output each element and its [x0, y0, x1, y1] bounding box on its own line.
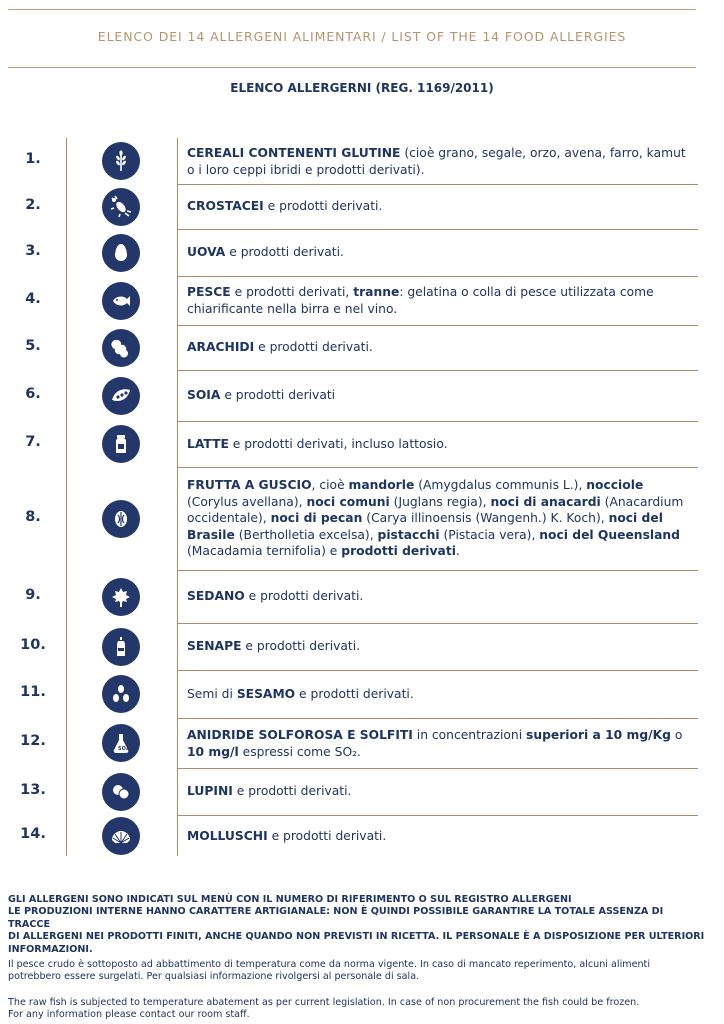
allergen-number: 13.: [20, 781, 46, 798]
mustard-icon: [102, 628, 140, 666]
allergen-name: noci del Queensland: [539, 527, 680, 542]
allergen-detail: e prodotti derivati.: [225, 245, 344, 259]
allergen-name: pistacchi: [377, 527, 440, 542]
allergen-detail: espressi come SO₂.: [238, 744, 361, 759]
allergen-description: [187, 244, 697, 261]
allergen-row: [0, 815, 724, 857]
allergen-description: [187, 284, 697, 317]
lobster-icon: [102, 188, 140, 226]
allergen-row: [0, 229, 724, 276]
allergen-name: SOIA: [187, 388, 221, 402]
allergen-detail: (Macadamia ternifolia) e: [187, 544, 342, 558]
allergen-name: noci comuni: [306, 494, 390, 509]
svg-text:SO₂: SO₂: [118, 746, 129, 752]
note-line: Il pesce crudo è sottoposto ad abbattimento di temperatura come da norma vigente. In caso di mancato reperimento, alcuni alimenti: [8, 959, 650, 970]
allergen-number: 14.: [20, 826, 46, 842]
allergen-description: [187, 783, 697, 800]
fish-icon: [102, 282, 140, 320]
allergen-row: [0, 570, 724, 623]
allergen-name: SENAPE: [187, 639, 242, 653]
allergen-row: [0, 467, 724, 570]
allergen-number: 12.: [20, 733, 46, 749]
allergen-name: prodotti derivati: [341, 544, 456, 558]
allergen-name: PESCE: [187, 285, 231, 299]
allergen-name: SEDANO: [187, 589, 245, 603]
allergen-number: 2.: [25, 196, 41, 213]
allergen-detail: o: [670, 728, 683, 742]
allergen-detail: e prodotti derivati.: [244, 589, 364, 603]
allergen-notice: [8, 894, 708, 956]
allergen-description: [187, 588, 697, 605]
note-line: For any information please contact our room staff.: [8, 1009, 250, 1021]
allergen-name: nocciole: [586, 478, 644, 492]
peanut-icon: [102, 329, 140, 367]
allergen-row: [0, 138, 724, 184]
allergen-detail: e prodotti derivati, incluso lattosio.: [228, 437, 448, 451]
allergen-detail: (Amygdalus communis L.),: [414, 478, 587, 492]
lupin-icon: [102, 773, 140, 811]
allergen-detail: e prodotti derivati,: [230, 285, 354, 299]
allergen-row: [0, 184, 724, 229]
allergen-detail: e prodotti derivati.: [254, 340, 373, 354]
allergen-detail: e prodotti derivati.: [232, 784, 352, 798]
allergen-description: [187, 477, 697, 560]
allergen-name: ANIDRIDE SOLFOROSA E SOLFITI: [187, 728, 413, 742]
allergen-number: 10.: [20, 636, 46, 653]
allergen-name: mandorle: [348, 478, 415, 492]
allergen-number: 11.: [20, 684, 46, 700]
allergen-detail: Semi di: [187, 687, 237, 701]
allergen-number: 5.: [25, 337, 41, 354]
allergen-number: 4.: [25, 290, 41, 307]
allergen-name: noci di pecan: [270, 511, 363, 525]
allergen-detail: e prodotti derivati.: [267, 829, 387, 843]
allergen-detail: (Bertholletia excelsa),: [234, 527, 378, 542]
allergen-number: 1.: [25, 151, 41, 167]
allergen-description: [187, 145, 697, 178]
allergen-detail: e prodotti derivati.: [263, 199, 383, 213]
allergen-name: ARACHIDI: [187, 340, 255, 354]
allergen-detail: e prodotti derivati.: [295, 687, 414, 701]
wheat-icon: [102, 142, 140, 180]
nut-icon: [102, 500, 140, 538]
allergen-description: [187, 339, 697, 356]
allergen-name: noci di anacardi: [490, 494, 601, 509]
notice-line: DI ALLERGENI NEI PRODOTTI FINITI, ANCHE QUANDO NON PREVISTI IN RICETTA. IL PERSONALE È A DISPOSIZIONE PER ULTERIORI: [8, 931, 705, 943]
allergen-name: MOLLUSCHI: [187, 829, 268, 843]
title-divider: [8, 67, 696, 68]
allergen-row: [0, 718, 724, 768]
sulphite-flask-icon: [102, 724, 140, 762]
allergen-detail: .: [455, 544, 460, 558]
milk-icon: [102, 425, 140, 463]
allergen-number: 6.: [25, 385, 41, 402]
allergen-row: [0, 768, 724, 815]
allergen-name: LUPINI: [187, 784, 233, 798]
allergen-name: LATTE: [187, 437, 229, 451]
sesame-icon: [102, 675, 140, 713]
allergen-detail: (Juglans regia),: [389, 494, 491, 509]
allergen-row: [0, 276, 724, 325]
allergen-detail: e prodotti derivati: [220, 388, 336, 402]
note-line: The raw fish is subjected to temperature abatement as per current legislation. In case of non procurement the fish could be frozen.: [8, 997, 640, 1008]
page-title: ELENCO DEI 14 ALLERGENI ALIMENTARI / LIST OF THE 14 FOOD ALLERGIES: [97, 29, 627, 44]
allergen-row: [0, 623, 724, 670]
allergen-number: 7.: [25, 434, 41, 450]
allergen-description: [187, 198, 697, 215]
allergen-description: [187, 638, 697, 655]
top-divider: [8, 9, 696, 10]
allergen-number: 9.: [25, 586, 41, 603]
allergen-row: [0, 670, 724, 718]
allergen-number: 3.: [25, 242, 41, 259]
allergen-name: noci del Brasile: [187, 511, 663, 542]
allergen-name: FRUTTA A GUSCIO: [187, 478, 312, 492]
allergen-detail: in concentrazioni: [412, 728, 527, 742]
allergen-detail: , cioè: [311, 478, 349, 492]
egg-icon: [102, 234, 140, 272]
allergen-description: [187, 436, 697, 453]
celery-icon: [102, 578, 140, 616]
table-heading: ELENCO ALLERGERNI (REG. 1169/2011): [230, 81, 494, 95]
allergen-row: [0, 370, 724, 421]
allergen-description: [187, 727, 697, 760]
allergen-name: UOVA: [187, 245, 226, 259]
shell-icon: [102, 817, 140, 855]
note-line: potrebbero essere surgelati. Per qualsiasi informazione rivolgersi al personale di sala.: [8, 971, 420, 983]
allergen-name: superiori a 10 mg/Kg: [526, 728, 671, 742]
allergen-detail: (Carya illinoensis (Wangenh.) K. Koch),: [362, 511, 609, 525]
allergen-description: [187, 828, 697, 845]
allergen-detail: (Pistacia vera),: [439, 527, 540, 542]
allergen-name: tranne: [353, 285, 400, 299]
allergen-row: [0, 325, 724, 370]
allergen-name: 10 mg/l: [187, 744, 239, 759]
raw-fish-note-en: [8, 997, 708, 1022]
allergen-row: [0, 421, 724, 467]
allergen-description: [187, 387, 697, 404]
allergen-number: 8.: [25, 508, 41, 525]
raw-fish-note-it: [8, 959, 708, 984]
allergen-name: CEREALI CONTENENTI GLUTINE: [187, 146, 401, 160]
allergen-name: CROSTACEI: [187, 199, 264, 213]
allergen-detail: : gelatina o colla di pesce utilizzata come chiarificante nella birra e nel vino.: [187, 285, 654, 316]
notice-line: LE PRODUZIONI INTERNE HANNO CARATTERE ARTIGIANALE: NON È QUINDI POSSIBILE GARANTIRE LA TOTALE ASSENZA DI TRACCE: [8, 906, 664, 930]
notice-line: INFORMAZIONI.: [8, 943, 93, 955]
soy-icon: [102, 377, 140, 415]
allergen-name: SESAMO: [236, 687, 296, 701]
allergen-detail: (cioè grano, segale, orzo, avena, farro, kamut o i loro ceppi ibridi e prodotti derivati).: [187, 146, 686, 177]
allergen-detail: e prodotti derivati.: [241, 639, 361, 653]
notice-line: GLI ALLERGENI SONO INDICATI SUL MENÙ CON IL NUMERO DI RIFERIMENTO O SUL REGISTRO ALLERGENI: [8, 894, 572, 905]
allergen-description: [187, 686, 697, 703]
allergen-detail: (Corylus avellana),: [187, 494, 307, 509]
allergen-detail: (Anacardium occidentale),: [187, 494, 684, 525]
